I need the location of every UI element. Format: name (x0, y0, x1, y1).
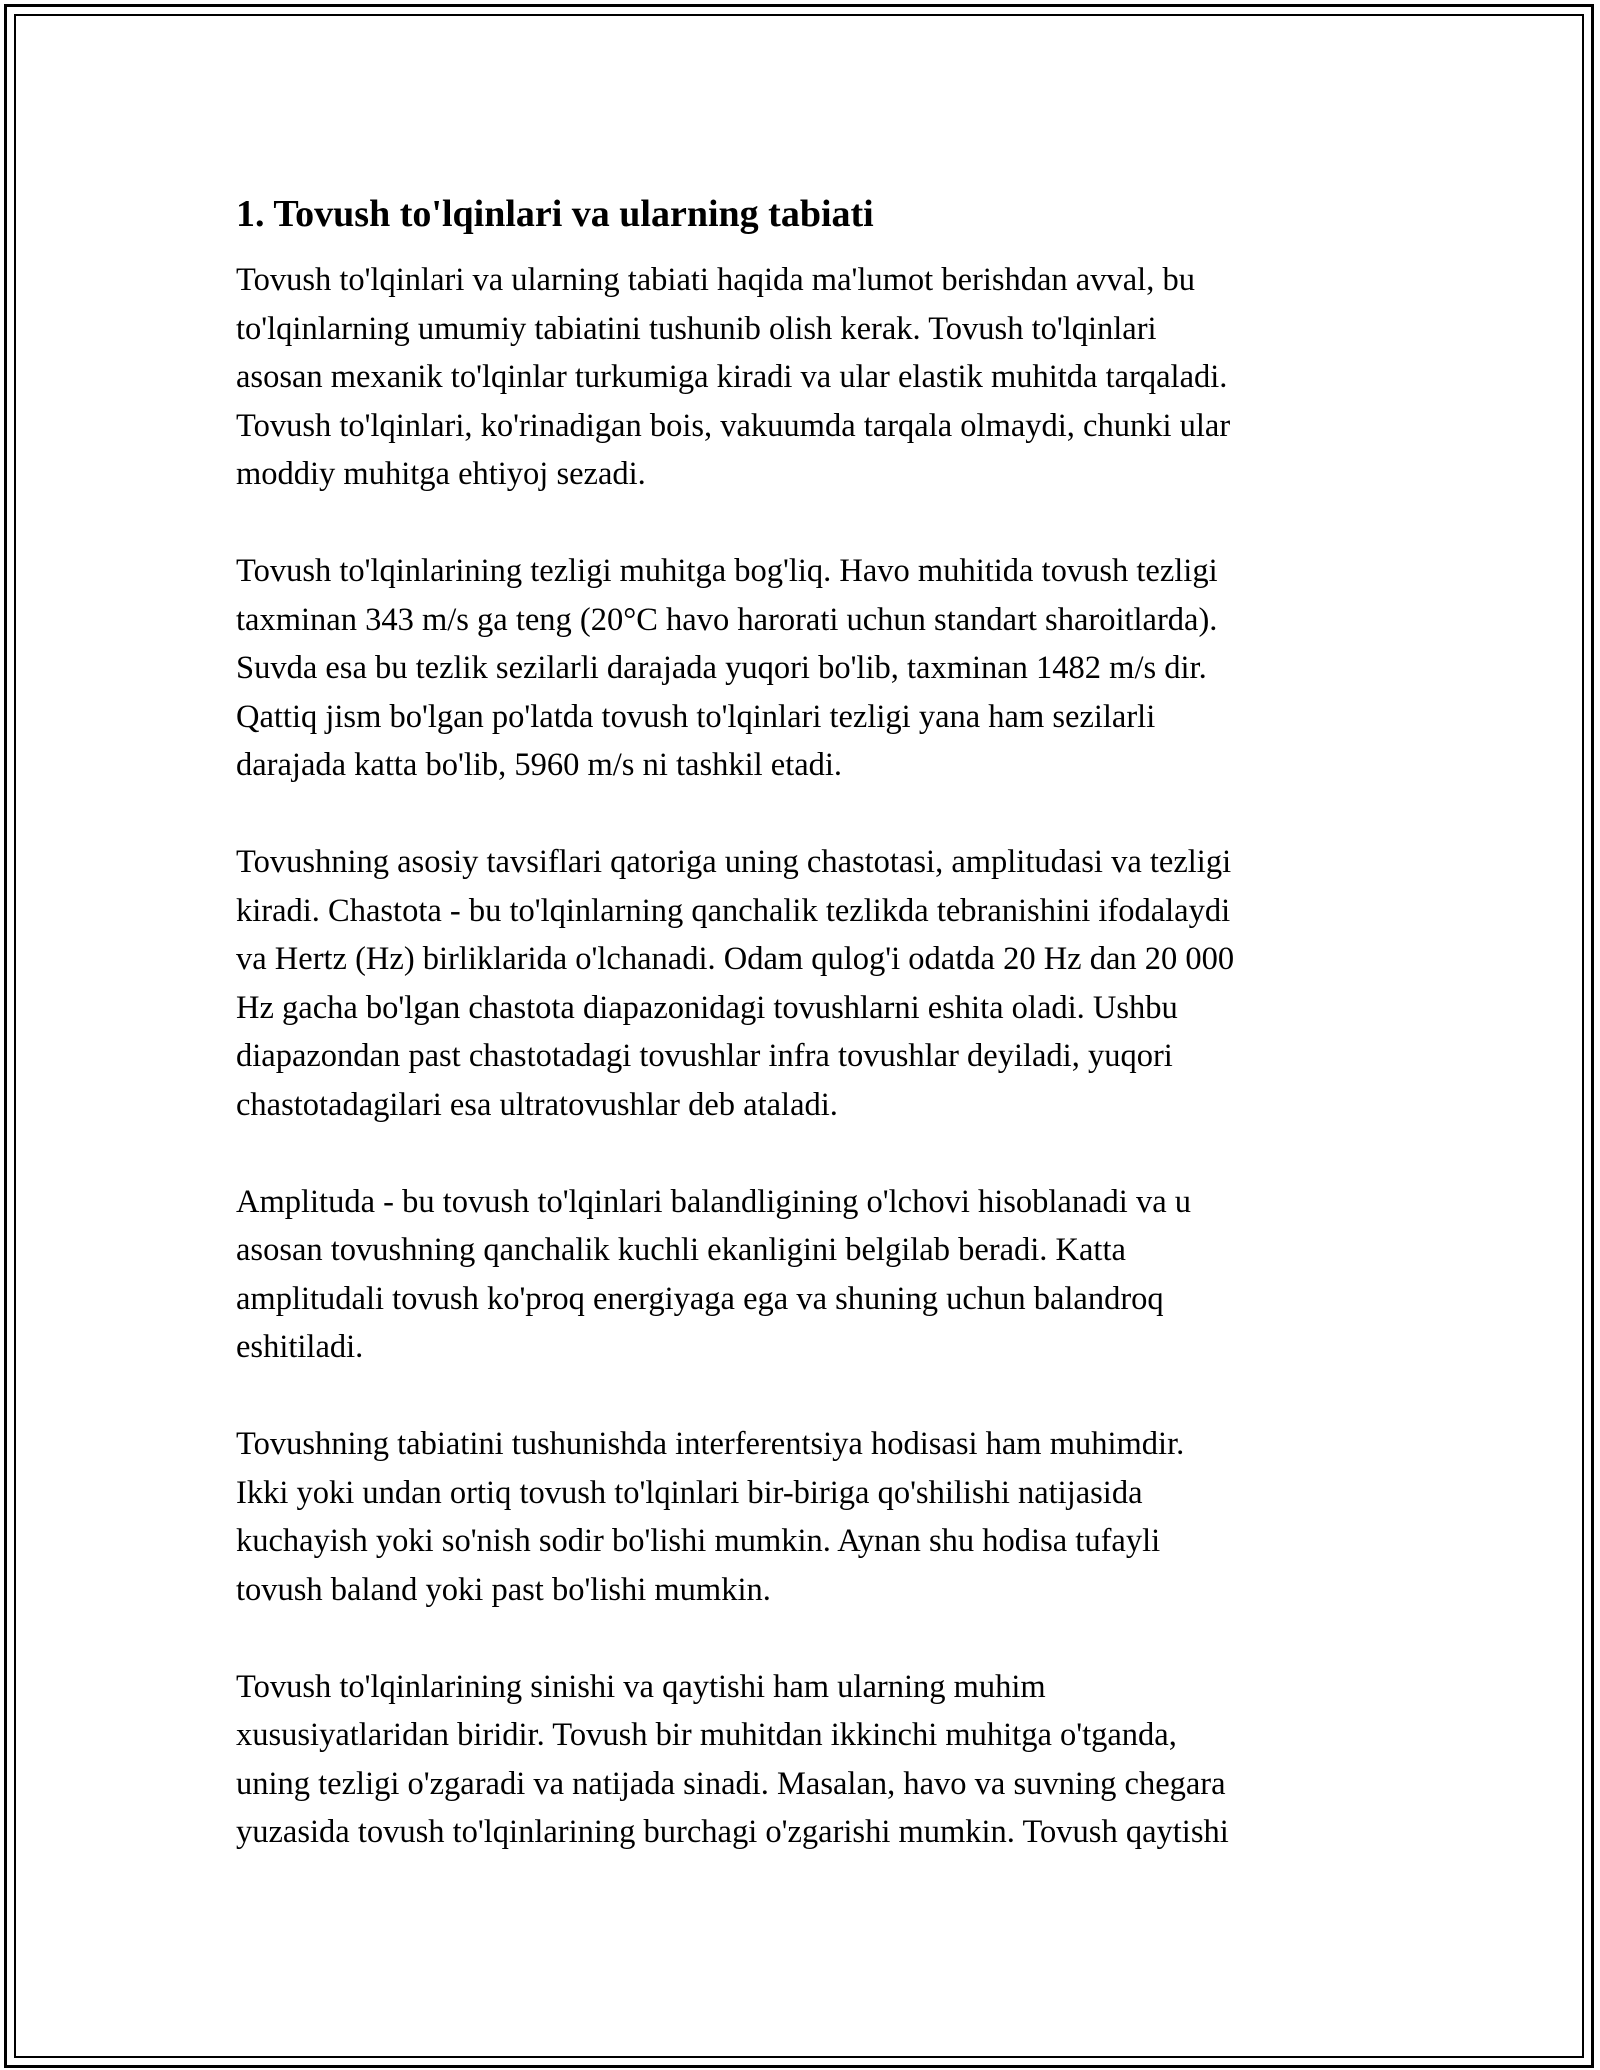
text-line: Ikki yoki undan ortiq tovush to'lqinlari bir-biriga qo'shilishi natijasida (236, 1474, 1143, 1511)
text-line: Tovush to'lqinlari va ularning tabiati haqida ma'lumot berishdan avval, bu (236, 262, 1195, 298)
text-line: Suvda esa bu tezlik sezilarli darajada yuqori bo'lib, taxminan 1482 m/s dir. (236, 650, 1207, 686)
text-line: kuchayish yoki so'nish sodir bo'lishi mumkin. Aynan shu hodisa tufayli (236, 1523, 1161, 1559)
paragraph-amplitude (236, 1178, 1386, 1372)
text-line: moddiy muhitga ehtiyoj sezadi. (236, 456, 646, 492)
document-body (236, 186, 1386, 1905)
text-line: tovush baland yoki past bo'lishi mumkin. (236, 1571, 771, 1608)
text-line: taxminan 343 m/s ga teng (20°C havo harorati uchun standart sharoitlarda). (236, 601, 1218, 638)
text-line: xususiyatlaridan biridir. Tovush bir muhitdan ikkinchi muhitga o'tganda, (236, 1717, 1177, 1753)
text-line: Hz gacha bo'lgan chastota diapazonidagi tovushlarni eshita oladi. Ushbu (236, 989, 1178, 1026)
section-heading: 1. Tovush to'lqinlari va ularning tabiati (236, 193, 874, 235)
text-line: diapazondan past chastotadagi tovushlar infra tovushlar deyiladi, yuqori (236, 1038, 1173, 1074)
text-line: Amplituda - bu tovush to'lqinlari balandligining o'lchovi hisoblanadi va u (236, 1183, 1191, 1220)
text-line: amplitudali tovush ko'proq energiyaga ega va shuning uchun balandroq (236, 1280, 1164, 1317)
text-line: Tovush to'lqinlarining sinishi va qaytishi ham ularning muhim (236, 1668, 1046, 1705)
paragraph-frequency (236, 838, 1386, 1129)
paragraph-refraction-reflection (236, 1663, 1386, 1857)
text-line: eshitiladi. (236, 1329, 364, 1365)
text-line: Tovush to'lqinlarining tezligi muhitga bog'liq. Havo muhitida tovush tezligi (236, 553, 1218, 589)
text-line: asosan tovushning qanchalik kuchli ekanligini belgilab beradi. Katta (236, 1232, 1126, 1268)
text-line: Qattiq jism bo'lgan po'latda tovush to'lqinlari tezligi yana ham sezilarli (236, 698, 1156, 735)
paragraph-interference (236, 1420, 1386, 1614)
text-line: to'lqinlarning umumiy tabiatini tushunib olish kerak. Tovush to'lqinlari (236, 310, 1157, 347)
text-line: yuzasida tovush to'lqinlarining burchagi o'zgarishi mumkin. Tovush qaytishi (236, 1814, 1229, 1850)
text-line: kiradi. Chastota - bu to'lqinlarning qanchalik tezlikda tebranishini ifodalaydi (236, 892, 1231, 929)
paragraph-sound-speed (236, 547, 1386, 790)
text-line: Tovushning tabiatini tushunishda interferentsiya hodisasi ham muhimdir. (236, 1426, 1185, 1462)
text-line: Tovush to'lqinlari, ko'rinadigan bois, vakuumda tarqala olmaydi, chunki ular (236, 407, 1231, 444)
text-line: Tovushning asosiy tavsiflari qatoriga uning chastotasi, amplitudasi va tezligi (236, 844, 1232, 880)
text-line: uning tezligi o'zgaradi va natijada sinadi. Masalan, havo va suvning chegara (236, 1765, 1226, 1802)
text-line: va Hertz (Hz) birliklarida o'lchanadi. Odam qulog'i odatda 20 Hz dan 20 000 (236, 941, 1235, 977)
paragraph-sound-waves-nature (236, 256, 1386, 499)
text-line: asosan mexanik to'lqinlar turkumiga kiradi va ular elastik muhitda tarqaladi. (236, 359, 1228, 395)
text-line: darajada katta bo'lib, 5960 m/s ni tashkil etadi. (236, 747, 843, 783)
text-line: chastotadagilari esa ultratovushlar deb ataladi. (236, 1086, 838, 1123)
